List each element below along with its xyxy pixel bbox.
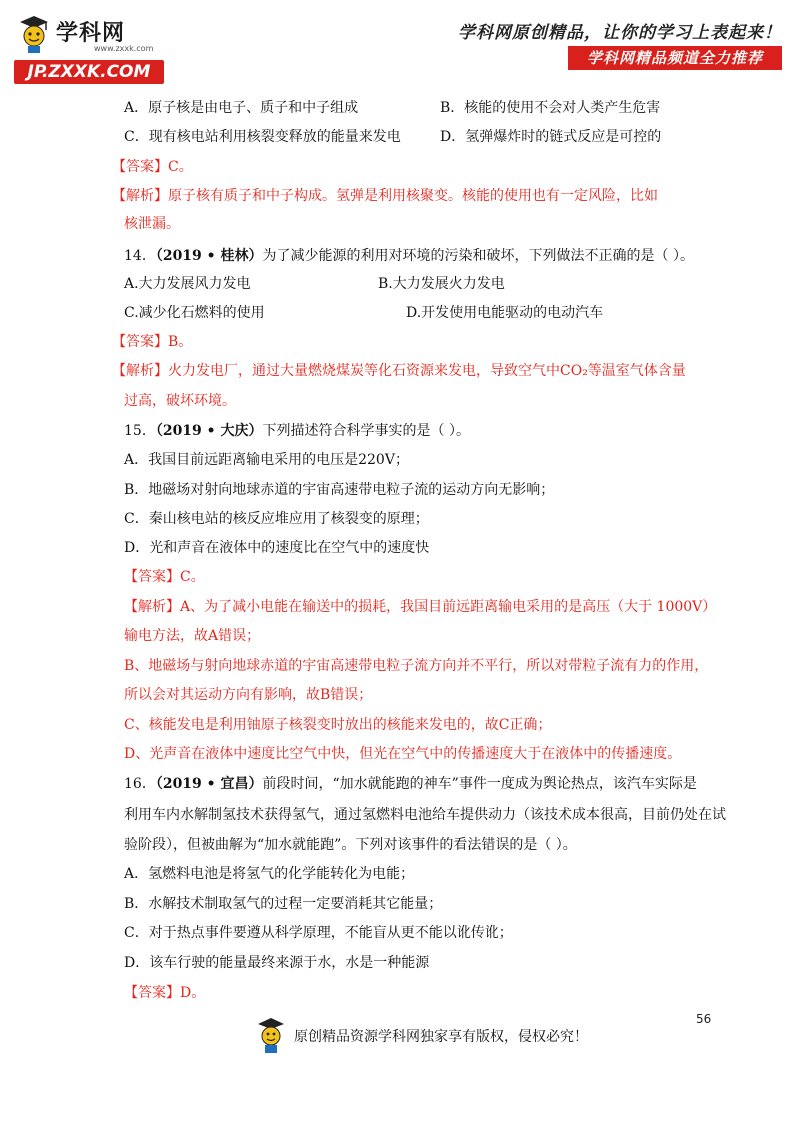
q14-source: （2019 • 桂林） — [155, 248, 263, 264]
q13-answer: 【答案】C。 — [112, 159, 193, 175]
q14-explanation-line-2: 过高，破坏环境。 — [124, 393, 236, 409]
q13-explanation-line-1: 【解析】原子核有质子和中子构成。氢弹是利用核聚变。核能的使用也有一定风险，比如 — [112, 188, 658, 204]
logo-url-banner: JP.ZXXK.COM — [14, 60, 164, 84]
copyright-text: 原创精品资源学科网独家享有版权，侵权必究！ — [294, 1029, 588, 1045]
q16-answer: 【答案】D。 — [124, 985, 206, 1001]
q15-explanation-line-2: 输电方法，故A错误； — [124, 628, 261, 644]
q16-stem-line-3: 验阶段），但被曲解为“加水就能跑”。下列对该事件的看法错误的是（ ）。 — [124, 837, 577, 853]
q14-number: 14． — [124, 248, 156, 264]
q14-stem-text: 为了减少能源的利用对环境的污染和破坏，下列做法不正确的是（ ）。 — [262, 248, 694, 264]
logo-name: 学科网 — [56, 21, 126, 46]
channel-banner: 学科网精品频道全力推荐 — [568, 46, 782, 70]
q15-number: 15． — [124, 423, 156, 439]
q16-option-d: D．该车行驶的能量最终来源于水，水是一种能源 — [124, 955, 430, 971]
logo-subtext: www.zxxk.com — [94, 44, 154, 53]
header-slogan: 学科网原创精品，让你的学习上表起来！ — [458, 23, 782, 43]
q16-stem-text: 前段时间，“加水就能跑的神车”事件一度成为舆论热点，该汽车实际是 — [262, 776, 697, 792]
q14-option-c: C.减少化石燃料的使用 — [124, 305, 265, 321]
q15-explanation-line-3: B、地磁场与射向地球赤道的宇宙高速带电粒子流方向并不平行，所以对带粒子流有力的作用， — [124, 658, 709, 674]
q16-option-c: C．对于热点事件要遵从科学原理，不能盲从更不能以讹传讹； — [124, 925, 513, 941]
site-logo — [14, 14, 164, 82]
q13-explanation-line-2: 核泄漏。 — [124, 216, 180, 232]
q13-option-b: B．核能的使用不会对人类产生危害 — [440, 100, 661, 116]
q15-explanation-line-5: C、核能发电是利用铀原子核裂变时放出的核能来发电的，故C正确； — [124, 717, 552, 733]
q16-option-a: A．氢燃料电池是将氢气的化学能转化为电能； — [124, 866, 415, 882]
q14-option-b: B.大力发展火力发电 — [378, 276, 505, 292]
q13-option-a: A．原子核是由电子、质子和中子组成 — [124, 100, 359, 116]
q16-number: 16． — [124, 776, 156, 792]
q15-stem-text: 下列描述符合科学事实的是（ ）。 — [262, 423, 470, 439]
q15-stem — [124, 420, 470, 442]
q15-explanation-line-1: 【解析】A、为了减小电能在输送中的损耗，我国目前远距离输电采用的是高压（大于 1000V） — [124, 599, 717, 615]
q15-option-d: D．光和声音在液体中的速度比在空气中的速度快 — [124, 540, 430, 556]
q16-option-b: B．水解技术制取氢气的过程一定要消耗其它能量； — [124, 896, 443, 912]
q14-answer: 【答案】B。 — [112, 334, 193, 350]
q13-option-d: D．氢弹爆炸时的链式反应是可控的 — [440, 129, 662, 145]
q15-source: （2019 • 大庆） — [155, 423, 263, 439]
q15-explanation-line-4: 所以会对其运动方向有影响，故B错误； — [124, 687, 373, 703]
q14-explanation-line-1: 【解析】火力发电厂，通过大量燃烧煤炭等化石资源来发电，导致空气中CO₂等温室气体含量 — [112, 363, 686, 379]
q14-option-d: D.开发使用电能驱动的电动汽车 — [406, 305, 604, 321]
q16-stem-line-2: 利用车内水解制氢技术获得氢气，通过氢燃料电池给车提供动力（该技术成本很高，目前仍处在试 — [124, 807, 726, 823]
q14-option-a: A.大力发展风力发电 — [124, 276, 251, 292]
q16-source: （2019 • 宜昌） — [155, 776, 263, 792]
q15-option-b: B．地磁场对射向地球赤道的宇宙高速带电粒子流的运动方向无影响； — [124, 482, 555, 498]
mascot-icon — [14, 14, 54, 54]
footer-copyright — [254, 1016, 614, 1056]
q13-option-c: C．现有核电站利用核裂变释放的能量来发电 — [124, 129, 401, 145]
q16-stem-line-1 — [124, 773, 697, 795]
q15-option-a: A．我国目前远距离输电采用的电压是220V； — [124, 452, 409, 468]
page-number: 56 — [696, 1012, 712, 1026]
q15-explanation-line-6: D、光声音在液体中速度比空气中快，但光在空气中的传播速度大于在液体中的传播速度。 — [124, 746, 682, 762]
q15-answer: 【答案】C。 — [124, 569, 205, 585]
q14-stem — [124, 245, 694, 267]
q15-option-c: C．秦山核电站的核反应堆应用了核裂变的原理； — [124, 511, 429, 527]
mascot-icon — [254, 1016, 288, 1054]
